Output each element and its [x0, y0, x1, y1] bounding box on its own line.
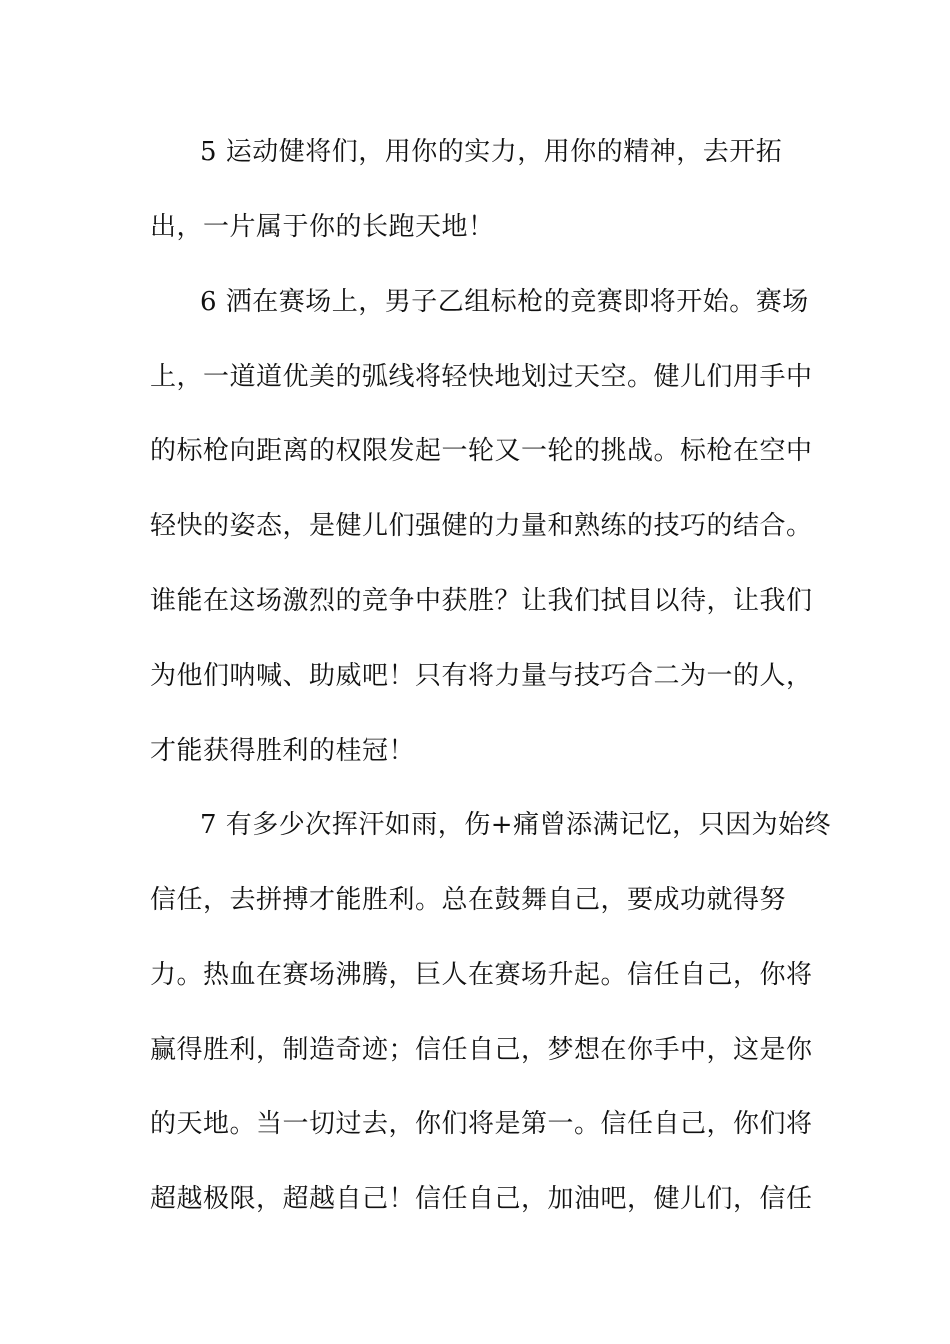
text-line: 的标枪向距离的权限发起一轮又一轮的挑战。标枪在空中 — [150, 436, 813, 466]
text-line: 谁能在这场激烈的竞争中获胜？让我们拭目以待，让我们 — [150, 586, 813, 616]
text-line: 信任，去拼搏才能胜利。总在鼓舞自己，要成功就得努 — [150, 885, 787, 915]
text-line: 6 洒在赛场上，男子乙组标枪的竞赛即将开始。赛场 — [200, 287, 809, 317]
text-line: 才能获得胜利的桂冠！ — [150, 736, 416, 766]
text-line: 出，一片属于你的长跑天地！ — [150, 212, 495, 242]
text-line: 力。热血在赛场沸腾，巨人在赛场升起。信任自己，你将 — [150, 960, 813, 990]
text-line: 7 有多少次挥汗如雨，伤+痛曾添满记忆，只因为始终 — [200, 810, 832, 840]
text-line: 超越极限，超越自己！信任自己，加油吧，健儿们，信任 — [150, 1184, 813, 1214]
text-line: 的天地。当一切过去，你们将是第一。信任自己，你们将 — [150, 1109, 813, 1139]
text-line: 上，一道道优美的弧线将轻快地划过天空。健儿们用手中 — [150, 362, 813, 392]
text-line: 赢得胜利，制造奇迹；信任自己，梦想在你手中，这是你 — [150, 1035, 813, 1065]
text-line: 轻快的姿态，是健儿们强健的力量和熟练的技巧的结合。 — [150, 511, 813, 541]
text-line: 5 运动健将们，用你的实力，用你的精神，去开拓 — [200, 137, 783, 167]
text-line: 为他们呐喊、助威吧！只有将力量与技巧合二为一的人， — [150, 661, 813, 691]
